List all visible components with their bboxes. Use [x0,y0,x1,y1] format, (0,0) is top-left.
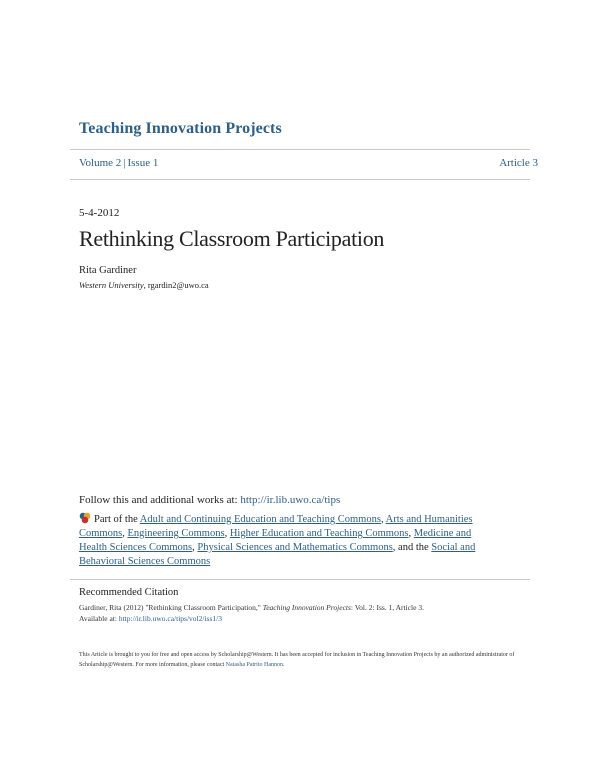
commons-link[interactable]: Medicine and Health Sciences Commons [79,528,472,553]
commons-link[interactable]: Arts and Humanities Commons [79,514,473,539]
list-separator: , [122,528,128,539]
list-conjunction: , and the [392,542,432,553]
commons-link[interactable]: Social and Behavioral Sciences Commons [79,542,476,567]
citation-link[interactable]: http://ir.lib.uwo.ca/tips/vol2/iss1/3 [118,614,222,623]
commons-link[interactable]: Physical Sciences and Mathematics Commons [197,542,393,553]
citation-journal: Teaching Innovation Projects [262,603,351,612]
commons-link[interactable]: Adult and Continuing Education and Teaching Commons [139,514,381,525]
separator: | [123,157,126,169]
notice-text: This Article is brought to you for free and open access by Scholarship@Western. It has been accepted for inclusion in Teaching Innovation Projects by an authorized administrator of Scholarship@Western. For more information, please contact [79,652,515,668]
citation-after: : Vol. 2: Iss. 1, Article 3. [350,603,424,612]
volume-issue [79,157,158,169]
article-number-link[interactable]: Article 3 [499,157,538,169]
author-affiliation [79,280,209,290]
list-separator: , [408,528,414,539]
issue-link[interactable]: Issue 1 [127,157,159,169]
divider [70,179,530,180]
divider [70,579,530,580]
follow-prefix: Follow this and additional works at: [79,494,241,506]
volume-link[interactable]: Volume 2 [79,157,122,169]
citation-before: Gardiner, Rita (2012) "Rethinking Classroom Participation," [79,603,263,612]
citation-text [79,602,519,624]
journal-title[interactable]: Teaching Innovation Projects [79,120,282,137]
publication-date: 5-4-2012 [79,207,120,219]
article-title: Rethinking Classroom Participation [79,226,385,251]
list-separator: , [380,514,386,525]
notice-end: . [283,662,285,668]
available-prefix: Available at: [79,614,119,623]
commons-link[interactable]: Higher Education and Teaching Commons [229,528,409,539]
part-of-commons [79,512,499,569]
divider [70,149,530,150]
access-notice [79,650,519,670]
list-separator: , [192,542,198,553]
affiliation-institution: Western University [79,280,144,290]
repository-link[interactable]: http://ir.lib.uwo.ca/tips [240,494,341,506]
commons-link[interactable]: Engineering Commons [127,528,225,539]
list-separator: , [224,528,230,539]
bepress-logo-icon [79,512,91,524]
author-name: Rita Gardiner [79,265,137,276]
follow-line [79,494,340,506]
part-of-prefix: Part of the [94,514,140,525]
contact-link[interactable]: Natasha Patrito Hannon [225,662,283,668]
recommended-citation-heading: Recommended Citation [79,587,179,598]
affiliation-email: , rgardin2@uwo.ca [143,280,209,290]
